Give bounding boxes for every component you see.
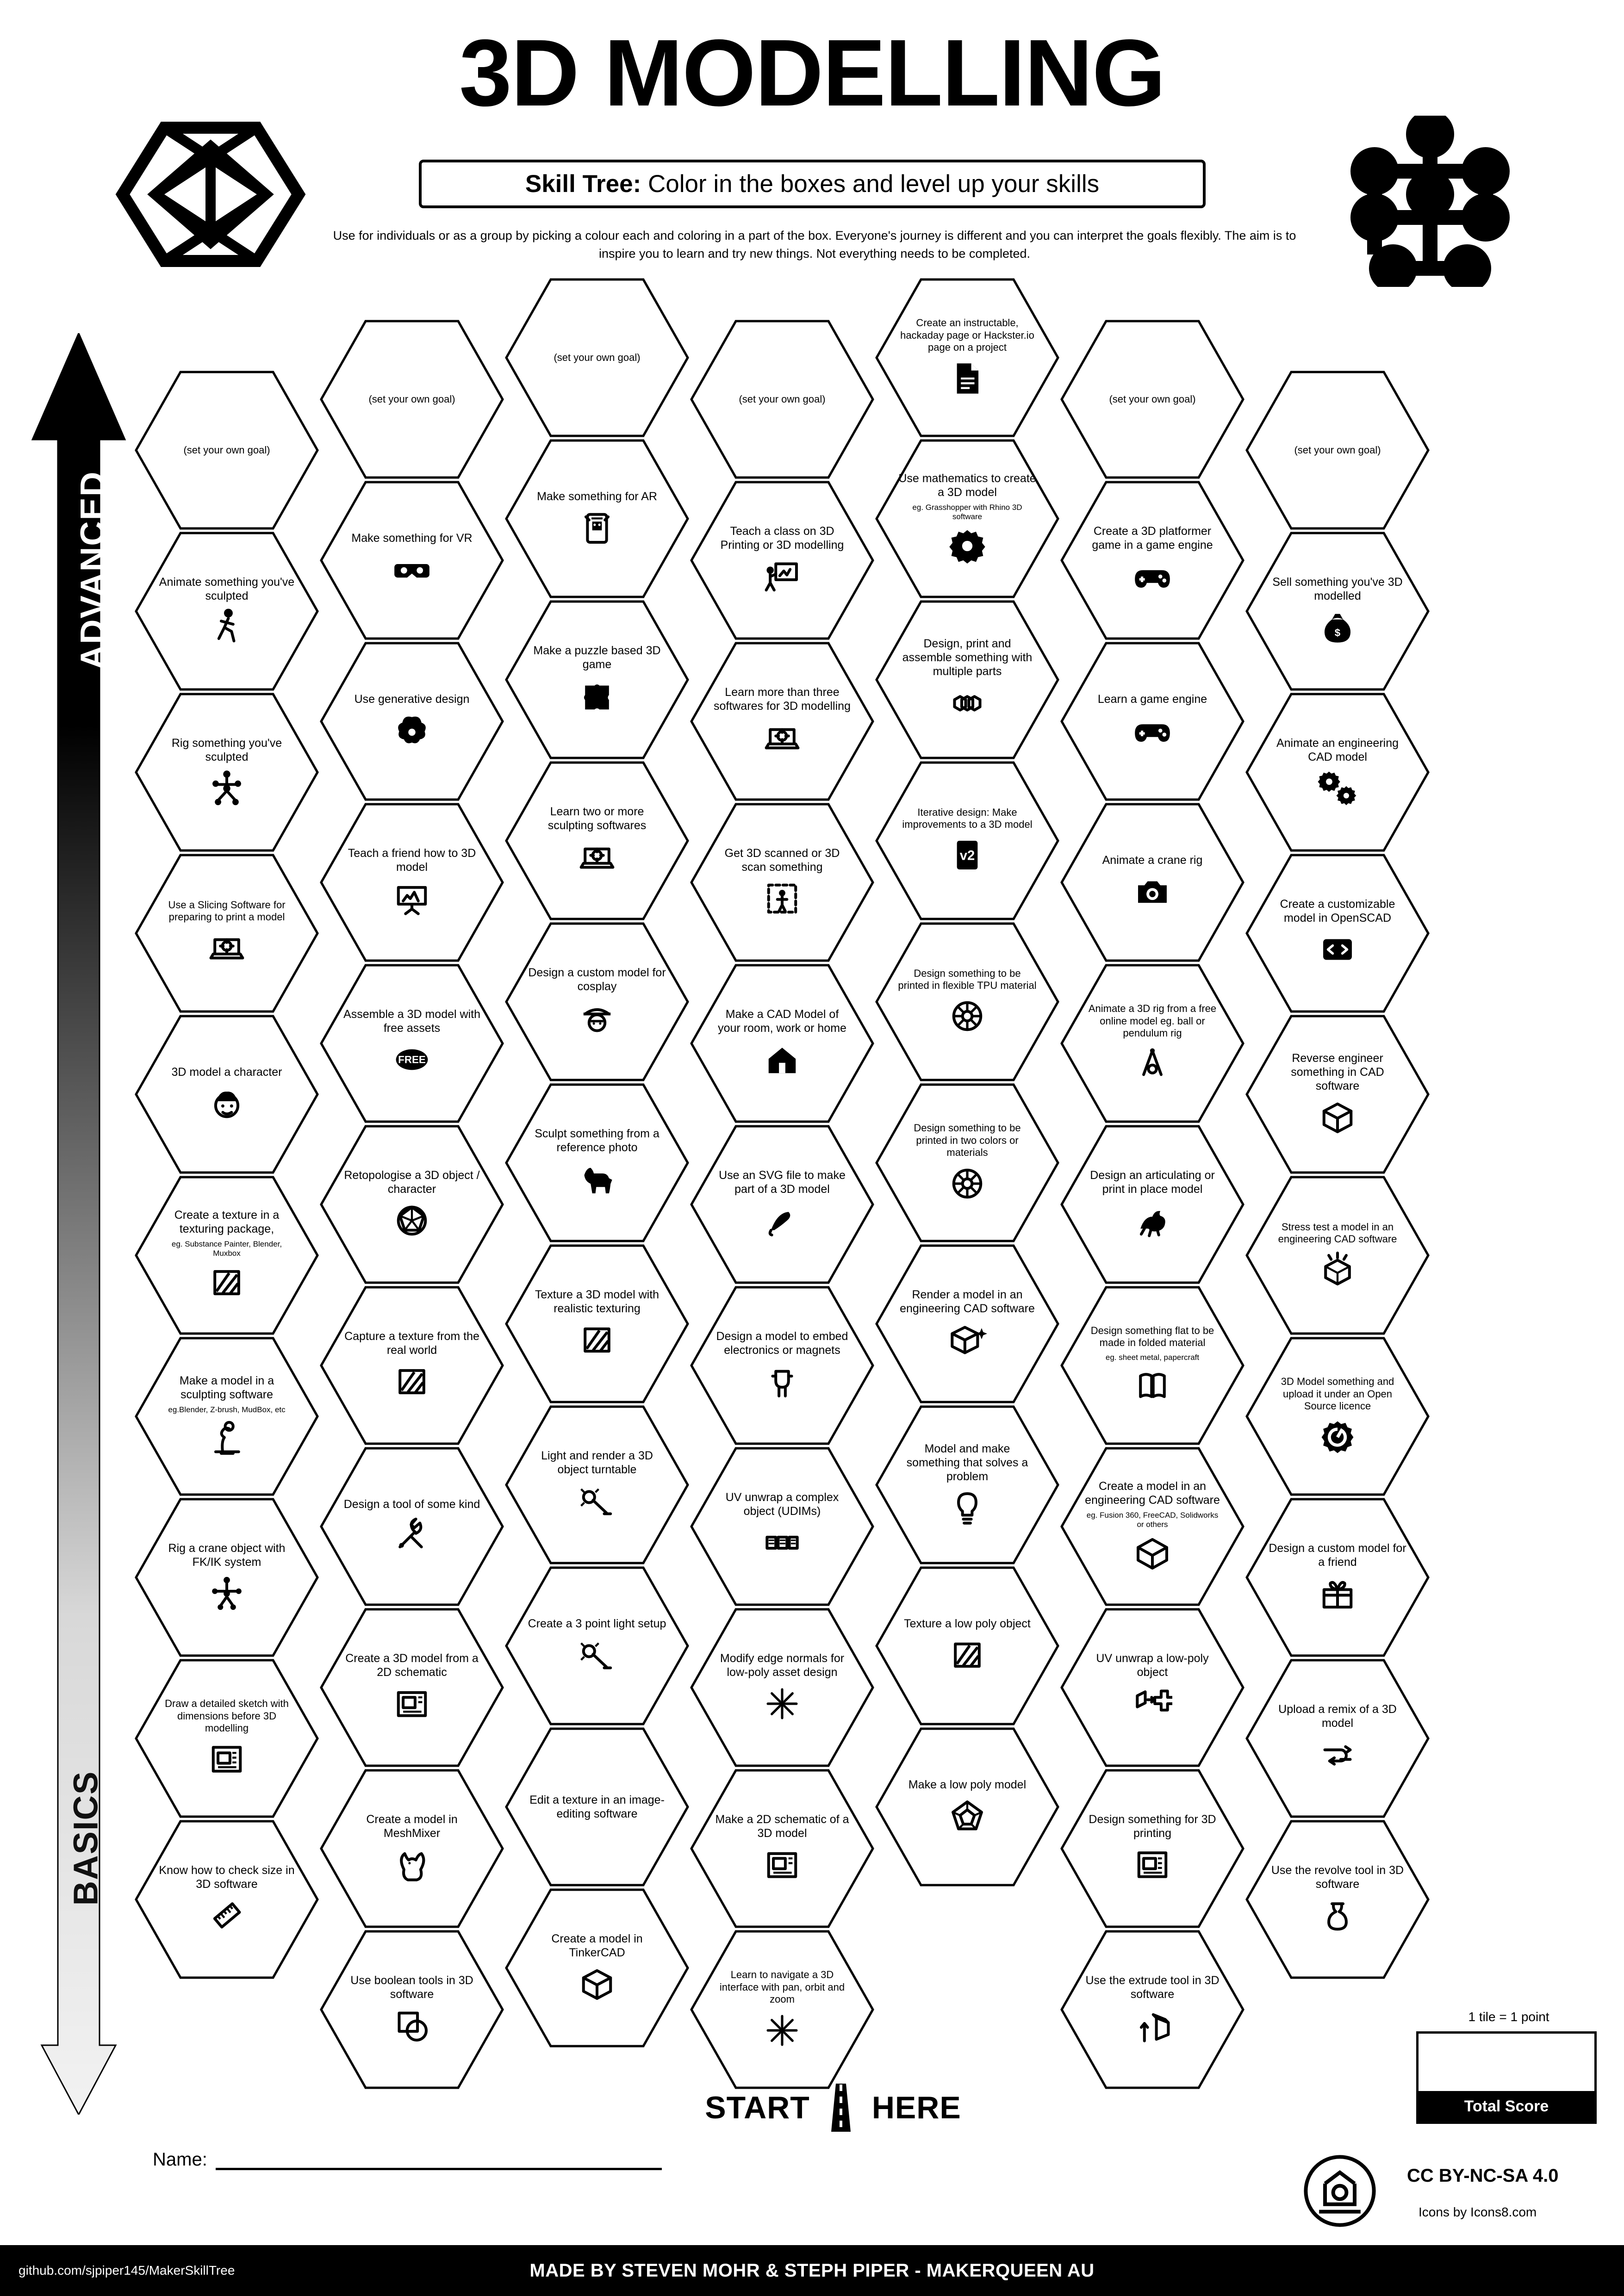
skill-tile-label: Model and make something that solves a problem [906,1442,1028,1483]
skill-tile[interactable] [1060,319,1245,479]
skill-tile-label: Texture a low poly object [904,1617,1031,1630]
skill-tile[interactable] [875,922,1060,1082]
skill-tile[interactable] [504,1727,690,1887]
footer-bar [0,2245,1624,2296]
tile-point-note: 1 tile = 1 point [1468,2010,1549,2024]
axis-label-basics: BASICS [66,1770,105,1906]
skill-tile[interactable] [504,1566,690,1726]
subtitle-rest: Color in the boxes and level up your skills [648,170,1100,198]
skill-tile-label: Teach a class on 3D Printing or 3D modelling [720,525,844,552]
axis-label-advanced: ADVANCED [73,471,112,670]
articulating-dragon-icon [1132,1201,1172,1241]
skill-tile-label: Draw a detailed sketch with dimensions before 3D modelling [165,1698,289,1734]
skill-tile[interactable] [504,922,690,1082]
laptop-gear-icon [762,718,802,757]
skill-tile-label: Make a 2D schematic of a 3D model [715,1813,849,1840]
skill-tile-label: Reverse engineer something in CAD software [1291,1052,1384,1092]
puzzle-icon [577,676,617,716]
teacher-board-icon [762,557,802,596]
skill-tile[interactable] [134,692,319,852]
skill-tile-label: Make a puzzle based 3D game [533,644,661,671]
folded-sheet-icon [1132,1366,1172,1406]
sculpture-icon [207,1419,247,1459]
skill-tile-label: Create a texture in a texturing package, [174,1209,280,1236]
gamepad-icon [1132,557,1172,596]
skill-tile-label: Teach a friend how to 3D model [348,847,476,874]
skill-tile[interactable] [134,370,319,530]
skill-tile-label: Design something to be printed in two colors or materials [914,1122,1021,1159]
normals-icon [762,1684,802,1724]
skill-tile-label: Assemble a 3D model with free assets [343,1008,480,1035]
skill-tile[interactable] [319,1769,504,1929]
skill-tile-label: Create a model in MeshMixer [366,1813,458,1840]
skill-tile[interactable] [319,641,504,801]
vr-headset-icon [392,550,432,590]
skill-tile-label: Upload a remix of a 3D model [1278,1703,1397,1730]
total-score-box[interactable] [1416,2010,1597,2124]
skill-tile-label: (set your own goal) [183,444,270,456]
skill-tile[interactable] [504,1244,690,1404]
skill-tile[interactable] [1060,802,1245,962]
skill-tile[interactable] [875,1244,1060,1404]
start-here-marker [657,2082,1009,2133]
money-bag-icon [1318,608,1357,647]
ruler-icon [207,1896,247,1936]
skill-tile-label: 3D Model something and upload it under an Open Source licence [1281,1376,1394,1412]
schematic-icon [392,1684,432,1724]
skill-tile[interactable] [1245,1336,1430,1496]
version2-icon [947,835,987,875]
skill-tile[interactable] [134,1175,319,1335]
intro-blurb: Use for individuals or as a group by picking a colour each and coloring in a part of the box. Everyone's journey is different and you can interpret the goals flexibly. The aim is to inspire you to learn and try new things. Not everything needs to be completed. [333,229,1296,261]
skill-tile[interactable] [875,761,1060,921]
skill-tile-label: Render a model in an engineering CAD software [900,1288,1035,1315]
skill-tile-label: 3D model a character [171,1066,282,1079]
skill-tile[interactable] [1060,1930,1245,2090]
opensource-gear-icon [1318,1417,1357,1457]
face-character-icon [207,1084,247,1123]
skill-tile-label: Use mathematics to create a 3D model [898,472,1036,499]
walking-figure-icon [207,608,247,647]
subtitle-prefix: Skill Tree: [525,170,641,198]
skill-tile[interactable] [134,1497,319,1657]
texture-swatch-icon [577,1320,617,1360]
skill-tile[interactable] [134,1658,319,1818]
skill-tile[interactable] [134,1336,319,1496]
skill-tile-label: (set your own goal) [1109,393,1196,405]
crane-rig-icon [207,1574,247,1613]
skill-tile[interactable] [1060,1446,1245,1607]
skill-tile-label: Create a 3D platformer game in a game engine [1092,525,1213,552]
skill-tile[interactable] [1060,480,1245,640]
polyhedron-small-icon [947,1796,987,1836]
skill-tile[interactable] [875,278,1060,438]
skill-tile[interactable] [690,480,875,640]
skill-tile-label: Sell something you've 3D modelled [1272,576,1403,602]
skill-tile[interactable] [1245,531,1430,691]
skill-tile-label: Rig something you've sculpted [171,737,282,763]
skill-tile[interactable] [319,1607,504,1768]
schematic-icon [762,1845,802,1885]
skill-tile-label: Capture a texture from the real world [344,1330,479,1357]
presentation-icon [392,879,432,918]
skill-tile[interactable] [875,1566,1060,1726]
axis-icon [762,2011,802,2050]
skill-tile-label: Design a custom model for a friend [1269,1542,1406,1569]
filament-spool-icon [947,996,987,1036]
skill-tile-label: Make something for VR [351,532,473,545]
skill-tile-label: Retopologise a 3D object / character [344,1169,480,1196]
uv-unwrap-icon [1132,1684,1172,1724]
camera-icon [1132,872,1172,912]
skill-tile-label: Animate a crane rig [1102,854,1203,867]
skill-tile[interactable] [504,1083,690,1243]
skill-tile[interactable] [319,1124,504,1285]
skill-tile-label: Rig a crane object with FK/IK system [168,1542,286,1569]
gift-icon [1318,1574,1357,1613]
svg-pen-icon [762,1201,802,1241]
skill-tile-label: Create a model in an engineering CAD software [1085,1480,1220,1507]
brain-gear-icon [392,711,432,751]
skill-tile[interactable] [875,1727,1060,1887]
skill-tile-label: Make something for AR [537,490,657,503]
rig-skeleton-icon [207,769,247,808]
skill-tile[interactable] [319,319,504,479]
skill-tile-label: Know how to check size in 3D software [159,1864,295,1891]
skill-tile-label: UV unwrap a complex object (UDIMs) [725,1491,839,1518]
filament-spool-icon [947,1164,987,1204]
skill-tile[interactable] [1245,1014,1430,1174]
skill-tile[interactable] [319,802,504,962]
skill-tile-sublabel: eg. Fusion 360, FreeCAD, Solidworks or others [1086,1511,1219,1529]
skill-tile[interactable] [690,963,875,1123]
skill-tile-label: Design a tool of some kind [343,1498,480,1511]
skill-tile-label: Design something for 3D printing [1089,1813,1216,1840]
skill-tile[interactable] [690,1930,875,2090]
skill-tile-sublabel: eg. sheet metal, papercraft [1105,1353,1200,1362]
boolean-shapes-icon [392,2006,432,2046]
ar-phone-icon [577,508,617,548]
skill-tile-label: Make a low poly model [908,1778,1027,1791]
skill-tile[interactable] [690,802,875,962]
code-icon [1318,930,1357,969]
skill-tile[interactable] [1245,370,1430,530]
svg-text:$: $ [1334,627,1341,639]
skill-tile[interactable] [1060,1769,1245,1929]
skill-tile-label: Create a model in TinkerCAD [551,1932,643,1959]
skill-tile-sublabel: eg.Blender, Z-brush, MudBox, etc [168,1405,286,1415]
skill-tile-label: Learn two or more sculpting softwares [548,805,647,832]
skill-tile-label: (set your own goal) [1294,444,1381,456]
skill-tile-label: Use the revolve tool in 3D software [1271,1864,1404,1891]
extrude-icon [1132,2006,1172,2046]
skill-tile-label: Learn a game engine [1097,693,1207,706]
skill-tile-label: Design something to be printed in flexible TPU material [898,967,1037,991]
road-icon [821,2084,861,2132]
skill-tile[interactable] [134,853,319,1013]
cube-sparkle-icon [947,1320,987,1360]
skill-tile-label: Create an instructable, hackaday page or Hackster.io page on a project [900,317,1034,354]
skill-tile-label: Design a custom model for cosplay [528,966,666,993]
skill-tile[interactable] [134,1819,319,1980]
skill-tile-label: Make a CAD Model of your room, work or home [718,1008,846,1035]
skill-tile[interactable] [875,1083,1060,1243]
house-icon [762,1040,802,1080]
tools-icon [392,1516,432,1556]
skill-tile-label: Learn to navigate a 3D interface with pan, orbit and zoom [719,1969,845,2005]
cube-outline-icon [1318,1098,1357,1137]
gears-icon [1318,769,1357,808]
page-title: 3D MODELLING [459,20,1165,126]
skill-tile[interactable] [1245,1658,1430,1818]
skill-tile[interactable] [1060,963,1245,1123]
texture-swatch-icon [392,1362,432,1402]
skill-tile[interactable] [134,531,319,691]
uv-grid-icon [762,1523,802,1563]
skill-tile-label: Make a model in a sculpting software [179,1374,274,1402]
skill-tile[interactable] [504,1405,690,1565]
skill-tile[interactable] [1245,1497,1430,1657]
svg-text:FREE: FREE [398,1054,426,1066]
free-badge-icon [392,1040,432,1080]
skill-tile-label: (set your own goal) [554,351,641,363]
skill-tile[interactable] [319,480,504,640]
name-field[interactable] [153,2138,662,2170]
skill-tile-label: (set your own goal) [739,393,826,405]
skill-tile-label: Create a 3D model from a 2D schematic [345,1652,479,1679]
texture-swatch-icon [207,1263,247,1303]
gamepad-icon [1132,711,1172,751]
skill-tile-label: Iterative design: Make improvements to a 3D model [902,806,1033,830]
license-label: CC BY-NC-SA 4.0 [1407,2166,1559,2186]
start-label: START [705,2090,810,2125]
skill-tile-label: Animate something you've sculpted [159,576,295,602]
laptop-gear-icon [577,837,617,877]
stress-test-icon [1318,1250,1357,1290]
remix-icon [1318,1735,1357,1775]
skill-tile-label: Use an SVG file to make part of a 3D model [719,1169,846,1196]
skill-tile[interactable] [690,1607,875,1768]
skill-tile[interactable] [504,439,690,599]
skill-tile-sublabel: eg. Substance Painter, Blender, Muxbox [171,1240,282,1258]
footer-github-link[interactable] [19,2245,235,2296]
skill-tile[interactable] [1245,692,1430,852]
skill-tile-label: Light and render a 3D object turntable [541,1449,653,1476]
blueprint-icon [1132,1845,1172,1885]
skill-tile-label: Edit a texture in an image-editing software [529,1793,665,1820]
skill-tile[interactable] [1060,1124,1245,1285]
skill-tile-label: Design something flat to be made in folded material [1090,1324,1214,1349]
cosplay-mask-icon [577,998,617,1038]
gear-math-icon [947,526,987,566]
cube-outline-icon [577,1964,617,2004]
name-label: Name: [153,2149,207,2170]
led-icon [762,1362,802,1402]
skill-tile-label: Animate an engineering CAD model [1276,737,1399,763]
skill-tile-label: Design, print and assemble something with multiple parts [902,637,1033,678]
skill-tile[interactable] [875,1405,1060,1565]
document-icon [947,359,987,398]
skill-tile-sublabel: eg. Grasshopper with Rhino 3D software [912,503,1022,521]
skill-tile[interactable] [1060,1285,1245,1446]
skill-tile[interactable] [1245,853,1430,1013]
blueprint-icon [207,1739,247,1779]
skill-tile[interactable] [875,600,1060,760]
studio-light-icon [577,1481,617,1521]
skill-tile[interactable] [1245,1819,1430,1980]
skill-tile-label: Use boolean tools in 3D software [350,1974,473,2001]
body-scan-icon [762,879,802,918]
laptop-gear-icon [207,928,247,968]
skill-tile[interactable] [319,1930,504,2090]
texture-swatch-icon [947,1635,987,1675]
here-label: HERE [871,2090,961,2125]
skill-tile-label: Stress test a model in an engineering CAD software [1278,1221,1397,1245]
skill-tile[interactable] [690,1769,875,1929]
skill-tile-label: Design an articulating or print in place model [1090,1169,1215,1196]
cube-icon [1132,1534,1172,1574]
skill-tile[interactable] [690,319,875,479]
name-input-line[interactable] [216,2148,662,2170]
pendulum-icon [1132,1044,1172,1084]
lightbulb-icon [947,1488,987,1528]
skill-tile[interactable] [1060,1607,1245,1768]
skill-tile-label: UV unwrap a low-poly object [1096,1652,1209,1679]
skill-tile[interactable] [690,1124,875,1285]
skill-tile[interactable] [504,1888,690,2048]
skill-tile[interactable] [319,1285,504,1446]
studio-light-icon [577,1635,617,1675]
skill-tile-label: Create a customizable model in OpenSCAD [1280,898,1395,925]
vase-icon [1318,1896,1357,1936]
skill-tile[interactable] [690,641,875,801]
skill-tile[interactable] [875,439,1060,599]
total-score-label: Total Score [1419,2091,1594,2122]
footer-center: MADE BY STEVEN MOHR & STEPH PIPER - MAKERQUEEN AU [529,2260,1095,2281]
skill-tile[interactable] [690,1285,875,1446]
skill-tile[interactable] [319,1446,504,1607]
skill-tile[interactable] [504,600,690,760]
skill-tile-label: Create a 3 point light setup [528,1617,666,1630]
skill-tile[interactable] [1060,641,1245,801]
skill-tile[interactable] [504,761,690,921]
skill-tile[interactable] [504,278,690,438]
skill-tile[interactable] [134,1014,319,1174]
skill-tile-label: Get 3D scanned or 3D scan something [724,847,840,874]
footer-left-text: github.com/sjpiper145/MakerSkillTree [19,2263,235,2277]
skill-tile[interactable] [1245,1175,1430,1335]
skill-tile[interactable] [690,1446,875,1607]
bunny-icon [392,1845,432,1885]
skill-tile-label: Learn more than three softwares for 3D modelling [714,686,851,713]
wireframe-sphere-icon [392,1201,432,1241]
skill-tile-label: Use generative design [354,693,470,706]
multi-parts-icon [947,683,987,723]
skill-tile[interactable] [319,963,504,1123]
skill-tile-label: Design a model to embed electronics or magnets [716,1330,848,1357]
skill-tile-label: Use a Slicing Software for preparing to print a model [168,899,286,923]
skill-tile-label: Texture a 3D model with realistic texturing [535,1288,660,1315]
icons-credit: Icons by Icons8.com [1419,2205,1537,2219]
dog-icon [577,1159,617,1199]
skill-tile-label: Sculpt something from a reference photo [535,1127,660,1154]
skill-tile-label: Animate a 3D rig from a free online model eg. ball or pendulum rig [1088,1003,1217,1039]
skill-tile-label: Use the extrude tool in 3D software [1085,1974,1220,2001]
skill-tile-label: Modify edge normals for low-poly asset design [720,1652,845,1679]
skill-tile-label: (set your own goal) [368,393,455,405]
svg-text:v2: v2 [959,848,975,863]
cc-badge-icon [1303,2154,1377,2228]
